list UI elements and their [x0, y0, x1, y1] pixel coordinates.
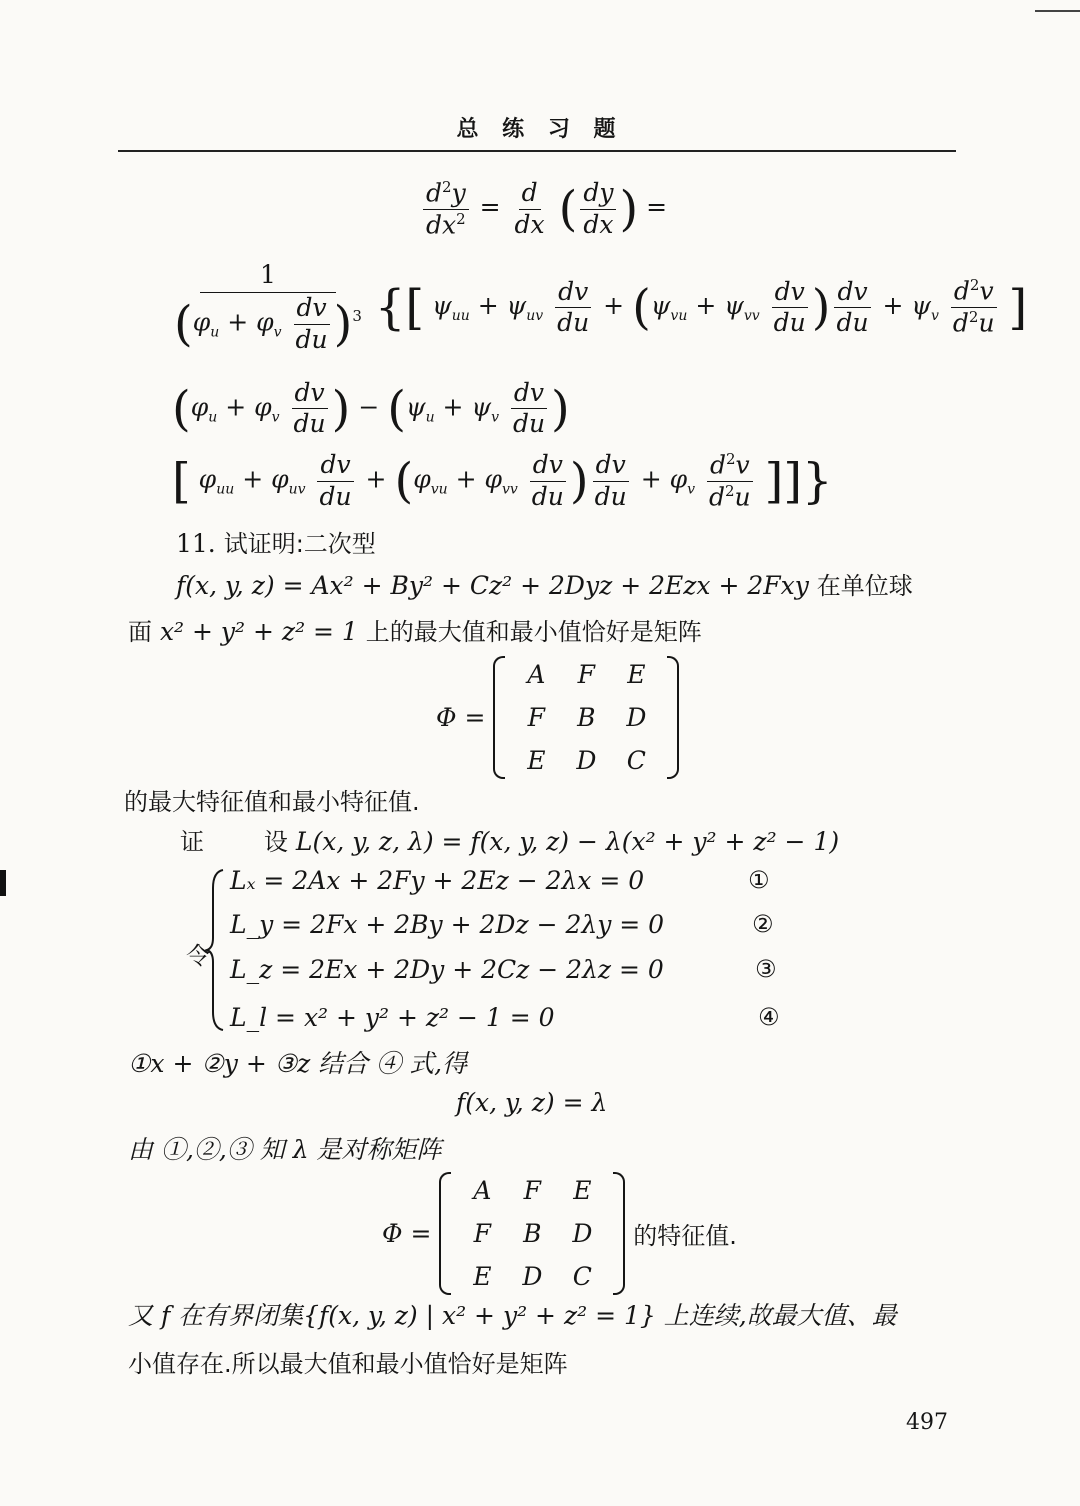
- matrix-cell: B: [577, 703, 596, 732]
- closing-line-2: 小值存在.所以最大值和最小值恰好是矩阵: [128, 1350, 568, 1378]
- header-rule: [118, 150, 956, 152]
- matrix-cell: E: [573, 1176, 592, 1205]
- matrix-cell: F: [527, 703, 546, 732]
- proof-matrix: [451, 1176, 613, 1291]
- matrix-cell: C: [572, 1262, 592, 1291]
- proof-matrix-label: Φ =: [382, 1219, 432, 1248]
- matrix-brackets: [493, 656, 679, 779]
- system-eq-2: L_y = 2Fx + 2By + 2Dz − 2λy = 0: [230, 910, 665, 939]
- matrix-cell: F: [473, 1219, 492, 1248]
- system-tag-1: ①: [748, 866, 770, 894]
- result-equation: f(x, y, z) = λ: [456, 1088, 608, 1117]
- page-number: 497: [906, 1410, 948, 1435]
- matrix-cell: A: [473, 1176, 492, 1205]
- sphere-equation: x² + y² + z² = 1: [159, 617, 358, 646]
- sphere-line: [128, 612, 702, 647]
- problem-conclusion: 的最大特征值和最小特征值.: [124, 788, 420, 816]
- matrix-cell: E: [527, 746, 546, 775]
- problem-intro: 试证明:二次型: [223, 530, 376, 558]
- matrix-cell: F: [577, 660, 596, 689]
- system-eq-1: Lₓ = 2Ax + 2Fy + 2Ez − 2λx = 0: [230, 866, 645, 895]
- function-definition: f(x, y, z) = Ax² + By² + Cz² + 2Dyz + 2Ezx + 2Fxy: [176, 571, 809, 600]
- proof-label: 证: [180, 828, 204, 856]
- proof-matrix-block: [382, 1172, 737, 1295]
- sphere-suffix: 上的最大值和最小值恰好是矩阵: [365, 618, 702, 646]
- matrix-cell: B: [523, 1219, 542, 1248]
- matrix-cell: E: [473, 1262, 492, 1291]
- running-header: 总 练 习 题: [456, 116, 624, 142]
- scan-margin-mark: [0, 870, 6, 896]
- system-brace: [205, 868, 225, 1032]
- derivative-expansion-line-3: [ $\varphi_{uu} + \varphi_{uv}$ $\frac{dv}{du}$ + ($\varphi_{vu} + \varphi_{vv}$ $\frac{dv}{du}$ ) $\frac{dv}{du}$ + $\varphi_v$ $\frac{d^2v}{d^2u}$ ]]}: [172, 450, 833, 511]
- system-tag-3: ③: [755, 955, 777, 983]
- derivative-expansion-line-1: 1 ($\varphi_u + \varphi_v$ $\frac{dv}{du}$ )$^3$ {[ $\psi_{uu} + \psi_{uv}$ $\frac{dv}{du}$ + ($\psi_{vu} + \psi_{vv}$ $\frac{dv}{du}$ ) $\frac{dv}{du}$ + $\psi_v$ $\frac{d^2v}{d^2u}$ ]: [174, 260, 1028, 354]
- problem-matrix-block: [436, 656, 679, 779]
- problem-matrix: [505, 660, 667, 775]
- matrix-cell: F: [523, 1176, 542, 1205]
- combine-line: ①x + ②y + ③z 结合 ④ 式,得: [128, 1049, 468, 1078]
- closing-line-1: 又 f 在有界闭集{f(x, y, z) | x² + y² + z² = 1} 上连续,故最大值、最: [128, 1301, 897, 1330]
- on-sphere-text: 在单位球: [816, 572, 913, 600]
- matrix-cell: D: [576, 746, 597, 775]
- symmetric-matrix-line: 由 ①,②,③ 知 λ 是对称矩阵: [128, 1135, 442, 1164]
- proof-setup-prefix: 设: [263, 828, 288, 856]
- matrix-cell: D: [522, 1262, 543, 1291]
- let-label: 令: [186, 942, 210, 970]
- problem-number: 11.: [176, 529, 216, 558]
- eigen-suffix: 的特征值.: [633, 1222, 737, 1250]
- derivative-expansion-line-2: ($\varphi_u + \varphi_v$ $\frac{dv}{du}$ ) − ($\psi_u + \psi_v$ $\frac{dv}{du}$ ): [172, 378, 570, 439]
- matrix-label: Φ =: [436, 703, 486, 732]
- matrix-cell: D: [626, 703, 647, 732]
- scan-edge-mark: [1035, 0, 1080, 12]
- lagrangian: L(x, y, z, λ) = f(x, y, z) − λ(x² + y² + z² − 1): [295, 827, 840, 856]
- matrix-cell: E: [627, 660, 646, 689]
- matrix-cell: C: [626, 746, 646, 775]
- system-tag-2: ②: [752, 910, 774, 938]
- matrix-cell: A: [527, 660, 546, 689]
- proof-matrix-brackets: [439, 1172, 625, 1295]
- problem-heading: [176, 524, 376, 559]
- sphere-prefix: 面: [128, 618, 152, 646]
- second-derivative-line: $\frac{d^2y}{dx^2}$ = $\frac{d}{dx}$ ( $\frac{dy}{dx}$ ) =: [420, 180, 667, 238]
- matrix-cell: D: [572, 1219, 593, 1248]
- proof-setup-line: [180, 822, 839, 857]
- system-tag-4: ④: [758, 1003, 780, 1031]
- system-eq-3: L_z = 2Ex + 2Dy + 2Cz − 2λz = 0: [230, 955, 664, 984]
- function-definition-line: [176, 566, 913, 601]
- system-eq-4: L_l = x² + y² + z² − 1 = 0: [230, 1003, 555, 1032]
